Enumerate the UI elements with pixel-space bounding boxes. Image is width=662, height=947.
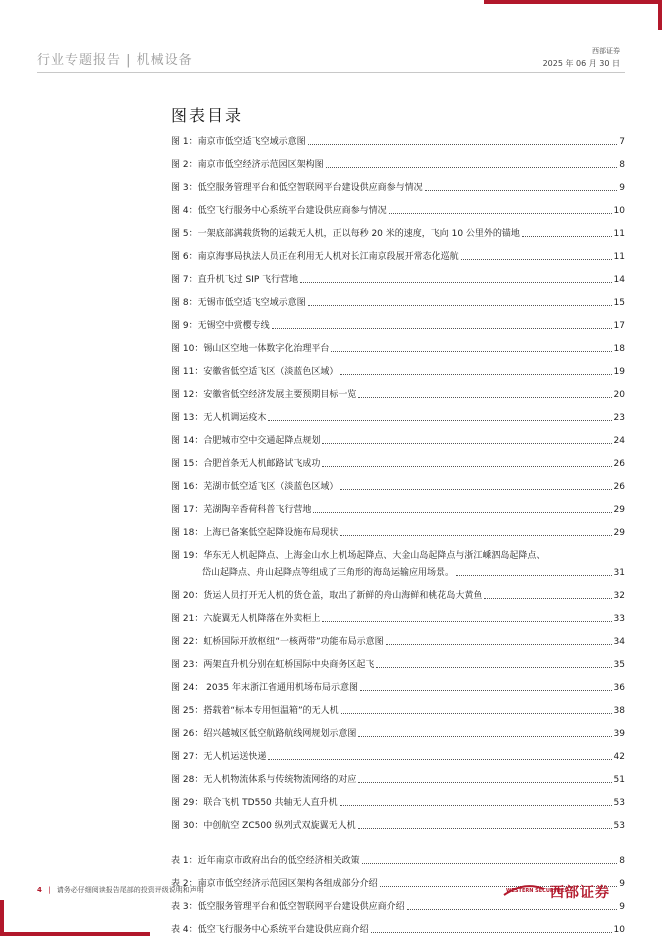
- toc-leader-dots: [484, 598, 611, 599]
- toc-entry[interactable]: [171, 366, 625, 378]
- toc-entry-page: 39: [613, 729, 625, 739]
- toc-leader-dots: [313, 512, 611, 513]
- toc-entry-page: 11: [613, 229, 625, 239]
- toc-leader-dots: [358, 397, 611, 398]
- logo-english: WESTERN SECURITIES: [506, 888, 568, 894]
- toc-leader-dots: [331, 351, 611, 352]
- toc-entry-page: 24: [613, 436, 625, 446]
- toc-leader-dots: [360, 690, 612, 691]
- toc-entry[interactable]: [171, 228, 625, 240]
- toc-entry-label: 图 13：无人机调运疫木: [171, 413, 267, 423]
- toc-leader-dots: [272, 328, 612, 329]
- toc-entry-label: 图 19：华东无人机起降点、上海金山水上机场起降点、大金山岛起降点与浙江嵊泗岛起降点、: [171, 551, 546, 561]
- toc-leader-dots: [389, 213, 612, 214]
- toc-entry-label: 图 1：南京市低空适飞空域示意图: [171, 137, 306, 147]
- header-divider: [37, 72, 625, 73]
- toc-entry-page: 10: [613, 206, 625, 216]
- header-brand: 西部证券: [592, 47, 620, 55]
- toc-entry[interactable]: [171, 205, 625, 217]
- toc-leader-dots: [358, 736, 611, 737]
- toc-entry-label: 图 20：货运人员打开无人机的货仓盖，取出了新鲜的舟山海鲜和桃花岛大黄鱼: [171, 591, 483, 601]
- logo-chinese: 西部证券: [550, 885, 610, 901]
- toc-entry-page: 18: [613, 344, 625, 354]
- toc-entry-page: 26: [613, 482, 625, 492]
- toc-leader-dots: [268, 759, 611, 760]
- toc-entry[interactable]: [171, 136, 625, 148]
- toc-entry-label: 图 14：合肥城市空中交通起降点规划: [171, 436, 321, 446]
- toc-entry[interactable]: [171, 797, 625, 809]
- toc-entry-page: 29: [613, 505, 625, 515]
- toc-entry[interactable]: [171, 435, 625, 447]
- toc-entry[interactable]: [171, 924, 625, 936]
- toc-entry[interactable]: [171, 458, 625, 470]
- toc-entry-label: 图 29：联合飞机 TD550 共轴无人直升机: [171, 798, 338, 808]
- toc-entry[interactable]: [171, 590, 625, 602]
- toc-leader-dots: [358, 782, 611, 783]
- toc-entry[interactable]: [171, 705, 625, 717]
- toc-entry-page: 23: [613, 413, 625, 423]
- toc-entry[interactable]: [171, 504, 625, 516]
- toc-entry-label: 图 18：上海已备案低空起降设施布局现状: [171, 528, 339, 538]
- toc-leader-dots: [322, 621, 611, 622]
- toc-entry[interactable]: [171, 182, 625, 194]
- toc-entry-page: 26: [613, 459, 625, 469]
- toc-entry-label: 图 26：绍兴越城区低空航路航线网规划示意图: [171, 729, 357, 739]
- page-footer: [37, 885, 204, 895]
- toc-entry-label: 图 10：锡山区空地一体数字化治理平台: [171, 344, 330, 354]
- toc-entry-page: 53: [613, 798, 625, 808]
- toc-entry-page: 31: [613, 568, 625, 578]
- footer-separator: |: [48, 886, 51, 894]
- toc-leader-dots: [522, 236, 612, 237]
- toc-leader-dots: [371, 932, 612, 933]
- toc-entry-label: 表 2：南京市低空经济示范园区架构各组成部分介绍: [171, 879, 378, 889]
- toc-entry[interactable]: [171, 320, 625, 332]
- toc-entry-page: 34: [613, 637, 625, 647]
- toc-entry[interactable]: [171, 412, 625, 424]
- toc-entry[interactable]: [171, 251, 625, 263]
- toc-entry-page: 15: [613, 298, 625, 308]
- toc-entry-page: 53: [613, 821, 625, 831]
- toc-entry-label: 表 3：低空服务管理平台和低空智联网平台建设供应商介绍: [171, 902, 405, 912]
- toc-leader-dots: [308, 305, 612, 306]
- toc-leader-dots: [340, 374, 611, 375]
- corner-accent-top-right-vertical: [658, 0, 662, 30]
- toc-entry-label: 表 4：低空飞行服务中心系统平台建设供应商介绍: [171, 925, 369, 935]
- toc-entry-label: 图 17：芜湖陶辛香荷科普飞行营地: [171, 505, 312, 515]
- toc-entry-label: 图 28：无人机物流体系与传统物流网络的对应: [171, 775, 357, 785]
- toc-leader-dots: [407, 909, 618, 910]
- toc-entry-label: 图 7：直升机飞过 SIP 飞行营地: [171, 275, 299, 285]
- toc-entry[interactable]: [171, 481, 625, 493]
- footer-disclaimer: 请务必仔细阅读报告尾部的投资评级说明和声明: [56, 886, 204, 894]
- toc-leader-dots: [300, 282, 611, 283]
- toc-leader-dots: [362, 863, 618, 864]
- table-of-figures: [171, 136, 625, 947]
- toc-leader-dots: [326, 167, 618, 168]
- toc-entry-page: 32: [613, 591, 625, 601]
- toc-entry[interactable]: [171, 901, 625, 913]
- toc-entry-label: 图 22：虹桥国际开放枢纽“一核两带”功能布局示意图: [171, 637, 384, 647]
- toc-entry-label: 图 15：合肥首条无人机邮路试飞成功: [171, 459, 321, 469]
- toc-leader-dots: [340, 805, 612, 806]
- report-section-header: 行业专题报告 | 机械设备: [37, 53, 193, 68]
- toc-entry-page: 33: [613, 614, 625, 624]
- toc-section-gap: [171, 843, 625, 855]
- toc-entry-label: 图 9：无锡空中赏樱专线: [171, 321, 270, 331]
- corner-accent-bottom-left-vertical: [0, 900, 4, 936]
- toc-entry-label: 图 16：芜湖市低空适飞区（淡蓝色区域）: [171, 482, 339, 492]
- toc-entry[interactable]: [171, 297, 625, 309]
- toc-entry-page: 10: [613, 925, 625, 935]
- toc-entry[interactable]: [171, 274, 625, 286]
- toc-entry-label: 表 1：近年南京市政府出台的低空经济相关政策: [171, 856, 360, 866]
- toc-entry-label: 图 21：六旋翼无人机降落在外卖柜上: [171, 614, 321, 624]
- toc-leader-dots: [456, 575, 612, 576]
- toc-leader-dots: [268, 420, 611, 421]
- toc-leader-dots: [340, 535, 611, 536]
- toc-leader-dots: [386, 644, 612, 645]
- toc-entry-page: 17: [613, 321, 625, 331]
- toc-entry-label: 图 6：南京海事局执法人员正在利用无人机对长江南京段展开常态化巡航: [171, 252, 459, 262]
- toc-entry[interactable]: [171, 636, 625, 648]
- toc-entry[interactable]: [171, 159, 625, 171]
- toc-entry-page: 38: [613, 706, 625, 716]
- toc-leader-dots: [322, 443, 611, 444]
- toc-entry-label: 图 30：中创航空 ZC500 纵列式双旋翼无人机: [171, 821, 356, 831]
- toc-entry-label: 图 4：低空飞行服务中心系统平台建设供应商参与情况: [171, 206, 387, 216]
- toc-entry-label: 图 3：低空服务管理平台和低空智联网平台建设供应商参与情况: [171, 183, 423, 193]
- toc-entry-page: 11: [613, 252, 625, 262]
- page-number: 4: [37, 886, 42, 894]
- toc-entry-page: 19: [613, 367, 625, 377]
- toc-title: 图表目录: [171, 106, 244, 125]
- toc-entry-page: 9: [619, 879, 625, 889]
- toc-leader-dots: [341, 713, 612, 714]
- toc-entry[interactable]: [171, 389, 625, 401]
- toc-entry-label: 图 25：搭载着“标本专用恒温箱”的无人机: [171, 706, 339, 716]
- toc-entry-page: 9: [619, 902, 625, 912]
- toc-entry-page: 7: [619, 137, 625, 147]
- toc-leader-dots: [358, 828, 612, 829]
- toc-entry-label: 图 24： 2035 年末浙江省通用机场布局示意图: [171, 683, 358, 693]
- toc-entry-page: 36: [613, 683, 625, 693]
- toc-leader-dots: [461, 259, 612, 260]
- toc-entry-page: 35: [613, 660, 625, 670]
- toc-entry[interactable]: [171, 751, 625, 763]
- corner-accent-top-right: [484, 0, 662, 4]
- toc-entry[interactable]: [171, 855, 625, 867]
- toc-leader-dots: [322, 466, 611, 467]
- toc-entry-label: 图 11：安徽省低空适飞区（淡蓝色区域）: [171, 367, 339, 377]
- toc-entry-label: 图 27：无人机运送快递: [171, 752, 267, 762]
- report-date: 2025 年 06 月 30 日: [542, 59, 620, 68]
- toc-leader-dots: [308, 144, 618, 145]
- toc-entry-page: 42: [613, 752, 625, 762]
- toc-leader-dots: [425, 190, 618, 191]
- toc-entry[interactable]: [171, 343, 625, 355]
- toc-entry[interactable]: [171, 774, 625, 786]
- toc-entry-label-continued: 岱山起降点、舟山起降点等组成了三角形的海岛运输应用场景。: [202, 568, 455, 578]
- toc-entry[interactable]: [171, 527, 625, 539]
- toc-entry-label: 图 2：南京市低空经济示范园区架构图: [171, 160, 324, 170]
- toc-entry-page: 14: [613, 275, 625, 285]
- toc-leader-dots: [376, 667, 611, 668]
- toc-entry-page: 9: [619, 183, 625, 193]
- toc-entry-label: 图 5：一架底部满载货物的运载无人机，正以每秒 20 米的速度，飞向 10 公里外的锚地: [171, 229, 520, 239]
- toc-entry-page: 29: [613, 528, 625, 538]
- toc-entry-page: 8: [619, 160, 625, 170]
- toc-entry[interactable]: [171, 820, 625, 832]
- toc-entry-label: 图 12：安徽省低空经济发展主要预期目标一览: [171, 390, 357, 400]
- toc-entry[interactable]: [171, 728, 625, 740]
- toc-entry[interactable]: [171, 682, 625, 694]
- toc-entry-label: 图 23：两架直升机分别在虹桥国际中央商务区起飞: [171, 660, 375, 670]
- toc-entry-page: 20: [613, 390, 625, 400]
- toc-leader-dots: [340, 489, 611, 490]
- toc-entry-label: 图 8：无锡市低空适飞空域示意图: [171, 298, 306, 308]
- toc-entry-page: 8: [619, 856, 625, 866]
- toc-entry[interactable]: [171, 659, 625, 671]
- toc-entry-page: 51: [613, 775, 625, 785]
- western-securities-logo: [502, 881, 630, 901]
- toc-entry[interactable]: [171, 613, 625, 625]
- corner-accent-bottom-left: [0, 932, 150, 936]
- toc-entry[interactable]: [171, 550, 625, 579]
